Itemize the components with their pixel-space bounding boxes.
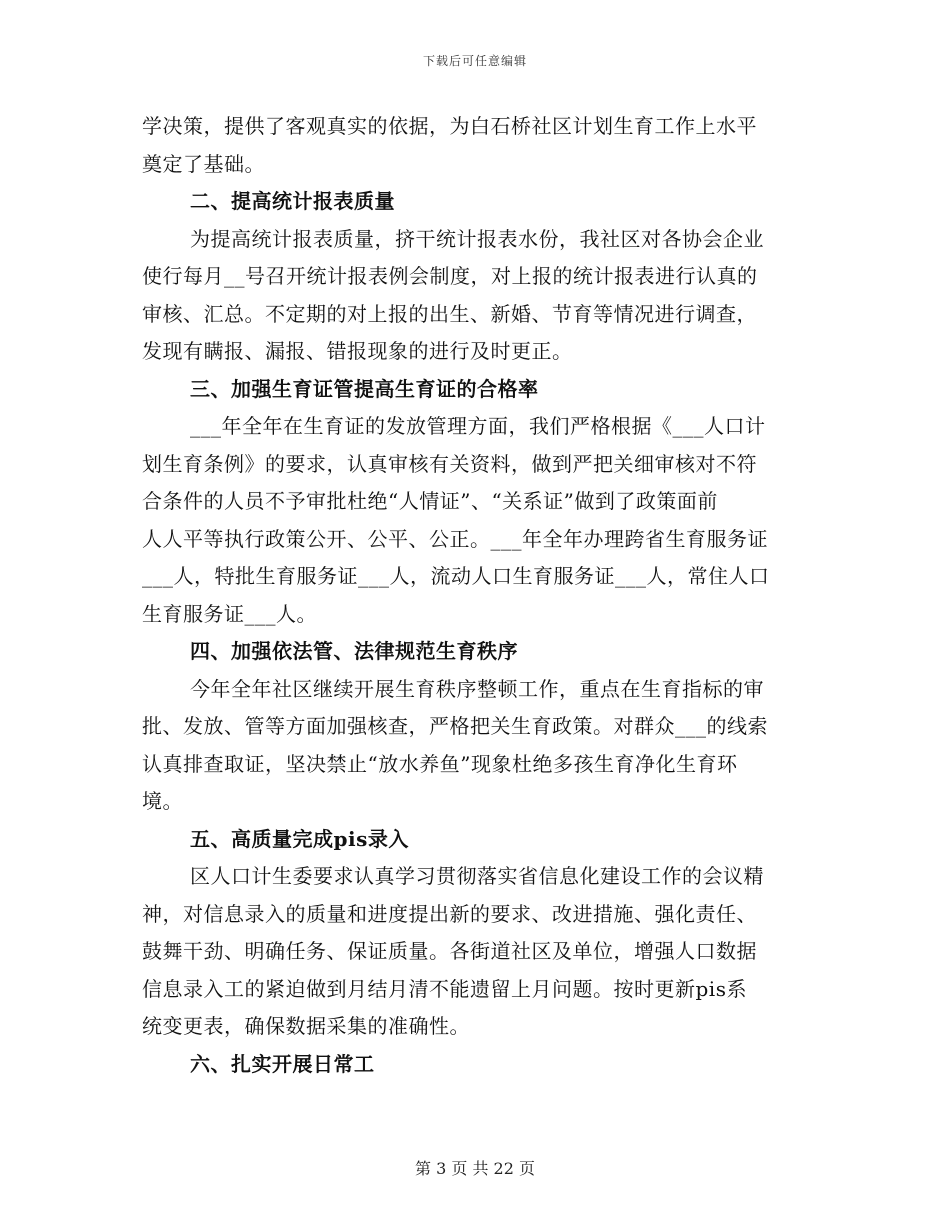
paragraph-first-line: ___年全年在生育证的发放管理方面，我们严格根据《___人口计 — [190, 414, 766, 438]
document-body — [142, 108, 810, 1083]
body-line: 认真排查取证，坚决禁止“放水养鱼”现象杜绝多孩生育净化生育环 — [142, 751, 738, 776]
body-line: 合条件的人员不予审批杜绝“人情证”、“关系证”做到了政策面前 — [142, 489, 718, 513]
body-line: 批、发放、管等方面加强核查，严格把关生育政策。对群众___的线索 — [142, 714, 768, 738]
body-line: 审核、汇总。不定期的对上报的出生、新婚、节育等情况进行调查， — [142, 301, 757, 326]
body-line: 境。 — [142, 789, 183, 813]
paragraph-first-line: 为提高统计报表质量，挤干统计报表水份，我社区对各协会企业 — [190, 226, 764, 251]
section-heading: 二、提高统计报表质量 — [190, 189, 395, 213]
paragraph-first-line: 区人口计生委要求认真学习贯彻落实省信息化建设工作的会议精 — [190, 864, 764, 888]
section-heading: 四、加强依法管、法律规范生育秩序 — [190, 639, 518, 663]
body-line: 划生育条例》的要求，认真审核有关资料，做到严把关细审核对不符 — [142, 451, 757, 476]
body-line: 学决策，提供了客观真实的依据，为白石桥社区计划生育工作上水平 — [142, 114, 757, 138]
section-heading: 三、加强生育证管提高生育证的合格率 — [190, 376, 539, 401]
body-line: 生育服务证___人。 — [142, 601, 317, 626]
body-line: 奠定了基础。 — [142, 151, 265, 176]
page-header: 下载后可任意编辑 — [422, 54, 527, 68]
body-line: 信息录入工的紧迫做到月结月清不能遗留上月问题。按时更新pis系 — [142, 976, 747, 1001]
body-line: ___人，特批生育服务证___人，流动人口生育服务证___人，常住人口 — [142, 564, 770, 588]
body-line: 人人平等执行政策公开、公平、公正。___年全年办理跨省生育服务证 — [142, 526, 768, 551]
page-number: 第 3 页 共 22 页 — [415, 1159, 535, 1178]
body-line: 统变更表，确保数据采集的准确性。 — [142, 1014, 470, 1038]
body-line: 使行每月__号召开统计报表例会制度，对上报的统计报表进行认真的 — [142, 264, 758, 288]
body-line: 神，对信息录入的质量和进度提出新的要求、改进措施、强化责任、 — [142, 901, 757, 926]
body-line: 鼓舞干劲、明确任务、保证质量。各街道社区及单位，增强人口数据 — [142, 939, 757, 963]
body-line: 发现有瞒报、漏报、错报现象的进行及时更正。 — [142, 339, 573, 363]
section-heading: 五、高质量完成pis录入 — [190, 826, 409, 851]
paragraph-first-line: 今年全年社区继续开展生育秩序整顿工作，重点在生育指标的审 — [190, 676, 764, 701]
section-heading: 六、扎实开展日常工 — [190, 1051, 375, 1076]
